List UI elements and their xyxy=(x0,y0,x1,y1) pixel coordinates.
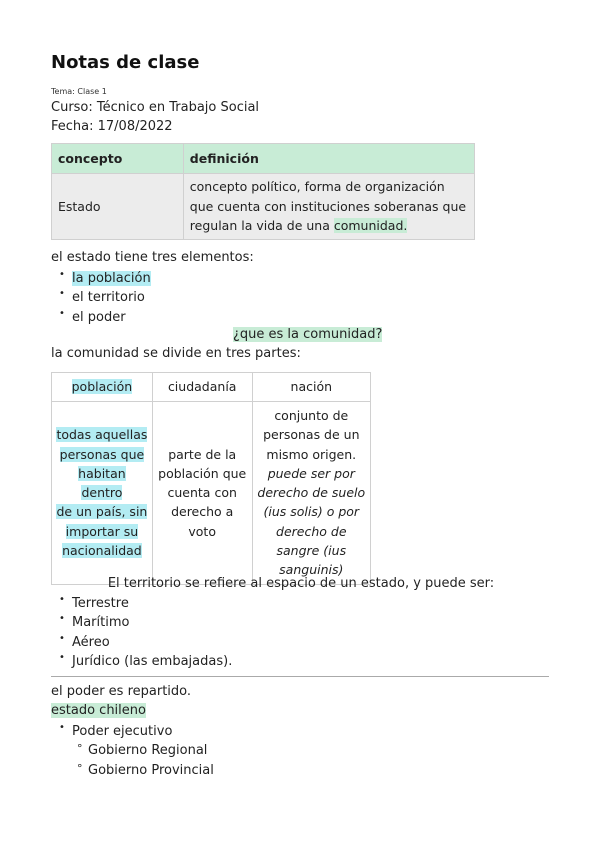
comunidad-table xyxy=(51,372,371,585)
header-poblacion xyxy=(52,373,153,402)
question-text: ¿que es la comunidad? xyxy=(233,327,383,342)
estado-chileno-text: estado chileno xyxy=(51,703,146,718)
poblacion-line: de un país, sin xyxy=(56,504,148,520)
poblacion-line: personas que xyxy=(59,446,145,462)
cell-concepto: Estado xyxy=(52,174,184,240)
list-item: ° Gobierno Regional xyxy=(77,741,214,761)
page-title: Notas de clase xyxy=(51,52,200,73)
territorio-list xyxy=(59,594,232,671)
list-item: • Poder ejecutivo xyxy=(59,722,172,741)
list-item xyxy=(59,308,151,327)
poblacion-line: habitan dentro xyxy=(78,465,126,501)
list-item xyxy=(59,269,151,288)
element-text: el territorio xyxy=(72,290,145,306)
tema-label: Tema: Clase 1 xyxy=(51,87,107,96)
nacion-text: conjunto de personas de un mismo origen. xyxy=(263,408,360,462)
elements-list xyxy=(59,269,151,327)
list-item: • Terrestre xyxy=(59,594,232,613)
header-concepto: concepto xyxy=(52,144,184,174)
poblacion-line: todas aquellas xyxy=(56,427,148,443)
list-item: • Jurídico (las embajadas). xyxy=(59,652,232,671)
divider xyxy=(51,676,549,677)
poder-sub-list xyxy=(77,741,214,780)
comunidad-table-header xyxy=(52,373,371,402)
question-line xyxy=(233,327,382,342)
definicion-highlight: comunidad. xyxy=(333,218,408,233)
concept-table xyxy=(51,143,475,240)
list-item xyxy=(59,288,151,307)
header-poblacion-text: población xyxy=(71,379,133,395)
comunidad-intro: la comunidad se divide en tres partes: xyxy=(51,346,301,361)
header-nacion: nación xyxy=(252,373,370,402)
definicion-text: concepto político, forma de organización que cuenta con instituciones soberanas que regulan la vida de una xyxy=(189,179,467,233)
estado-chileno-line xyxy=(51,703,146,718)
header-definicion: definición xyxy=(183,144,474,174)
cell-poblacion xyxy=(52,402,153,585)
element-text: la población xyxy=(72,271,151,286)
list-item: • Marítimo xyxy=(59,613,232,632)
concept-table-header xyxy=(52,144,475,174)
fecha-line: Fecha: 17/08/2022 xyxy=(51,119,173,134)
poder-intro: el poder es repartido. xyxy=(51,684,192,699)
element-text: el poder xyxy=(72,309,126,325)
nacion-italic-text: puede ser por derecho de suelo (ius solis) o por derecho de sangre (ius sanguinis) xyxy=(257,465,366,578)
table-row xyxy=(52,174,475,240)
header-ciudadania: ciudadanía xyxy=(152,373,252,402)
poblacion-line: nacionalidad xyxy=(62,543,142,559)
elements-intro: el estado tiene tres elementos: xyxy=(51,250,254,265)
curso-line: Curso: Técnico en Trabajo Social xyxy=(51,100,260,115)
poder-list xyxy=(59,722,172,741)
cell-definicion xyxy=(183,174,474,240)
cell-nacion xyxy=(252,402,370,585)
territorio-intro: El territorio se refiere al espacio de un estado, y puede ser: xyxy=(107,576,495,591)
list-item: • Aéreo xyxy=(59,633,232,652)
table-row xyxy=(52,402,371,585)
cell-ciudadania: parte de la población que cuenta con derecho a voto xyxy=(152,402,252,585)
list-item: ° Gobierno Provincial xyxy=(77,761,214,781)
poblacion-line: importar su xyxy=(65,523,139,539)
